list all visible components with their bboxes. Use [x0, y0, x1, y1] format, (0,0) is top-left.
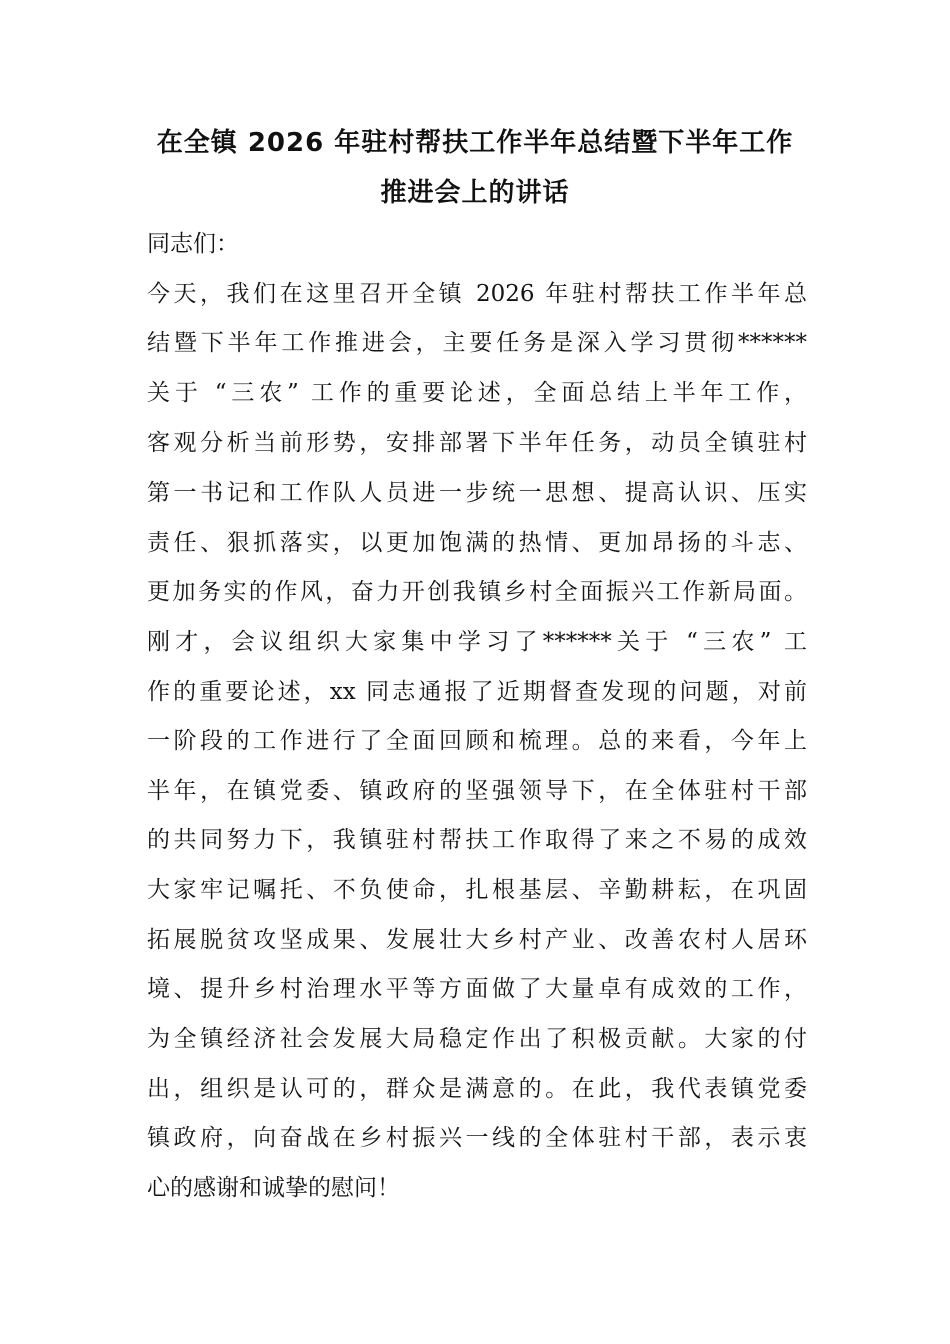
body-line-4: 客观分析当前形势，安排部署下半年任务，动员全镇驻村 [147, 430, 807, 456]
body-line-10: 一阶段的工作进行了全面回顾和梳理。总的来看，今年上 [147, 728, 807, 754]
body-line-11: 半年，在镇党委、镇政府的坚强领导下，在全体驻村干部 [147, 778, 807, 804]
body-line-3: 关于 “三农” 工作的重要论述，全面总结上半年工作， [147, 380, 807, 406]
body-line-5: 第一书记和工作队人员进一步统一思想、提高认识、压实 [147, 480, 807, 506]
body-line-18: 镇政府，向奋战在乡村振兴一线的全体驻村干部，表示衷 [147, 1125, 807, 1151]
body-line-16: 为全镇经济社会发展大局稳定作出了积极贡献。大家的付 [147, 1026, 807, 1052]
body-line-9: 作的重要论述，xx 同志通报了近期督查发现的问题，对前 [147, 679, 807, 705]
document-title-line-2: 推进会上的讲话 [380, 178, 570, 208]
body-line-19: 心的感谢和诚挚的慰问！ [147, 1175, 400, 1201]
body-line-6: 责任、狠抓落实，以更加饱满的热情、更加昂扬的斗志、 [147, 530, 807, 556]
body-line-12: 的共同努力下，我镇驻村帮扶工作取得了来之不易的成效 [147, 827, 807, 853]
body-line-15: 境、提升乡村治理水平等方面做了大量卓有成效的工作， [147, 976, 807, 1002]
body-line-7: 更加务实的作风，奋力开创我镇乡村全面振兴工作新局面。 [147, 579, 807, 605]
salutation: 同志们： [147, 231, 239, 257]
body-line-8: 刚才，会议组织大家集中学习了******关于 “三农” 工 [147, 629, 807, 655]
body-line-17: 出，组织是认可的，群众是满意的。在此，我代表镇党委 [147, 1076, 807, 1102]
document-title-line-1: 在全镇 2026 年驻村帮扶工作半年总结暨下半年工作 [156, 128, 794, 158]
body-line-13: 大家牢记嘱托、不负使命，扎根基层、辛勤耕耘，在巩固 [147, 877, 807, 903]
body-line-14: 拓展脱贫攻坚成果、发展壮大乡村产业、改善农村人居环 [147, 927, 807, 953]
body-line-1: 今天，我们在这里召开全镇 2026 年驻村帮扶工作半年总 [147, 281, 807, 307]
body-line-2: 结暨下半年工作推进会，主要任务是深入学习贯彻****** [147, 330, 807, 356]
